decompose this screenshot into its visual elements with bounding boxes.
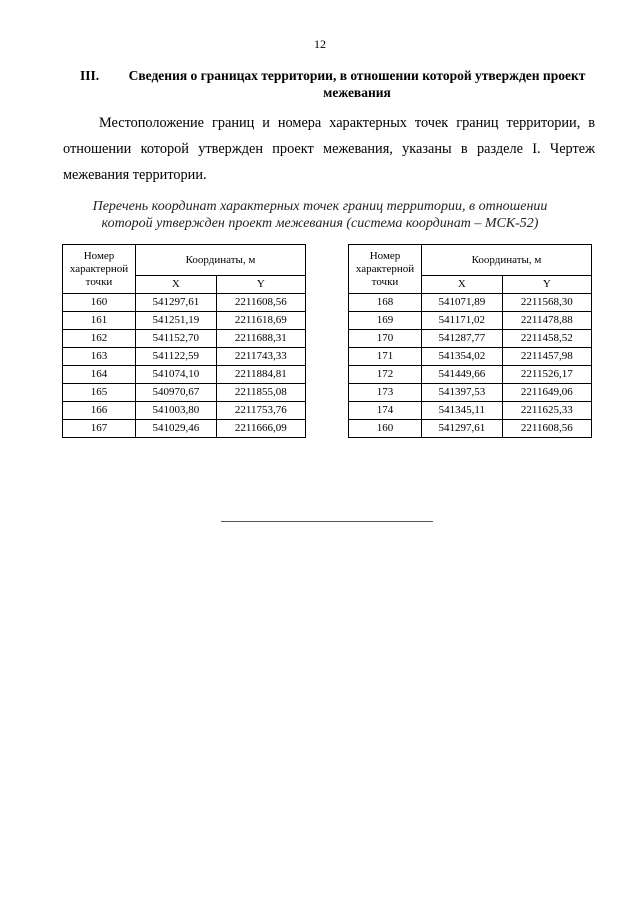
table-row	[349, 420, 592, 438]
x-coordinate-cell: 541297,61	[136, 294, 217, 312]
x-coordinate-cell: 541029,46	[136, 420, 217, 438]
x-coordinate-cell: 541251,19	[136, 312, 217, 330]
point-number-cell: 163	[63, 348, 136, 366]
point-number-header: Номер характерной точки	[63, 245, 136, 294]
x-header: X	[136, 276, 217, 294]
y-coordinate-cell: 2211618,69	[216, 312, 305, 330]
point-number-cell: 161	[63, 312, 136, 330]
y-coordinate-cell: 2211457,98	[502, 348, 591, 366]
y-coordinate-cell: 2211608,56	[216, 294, 305, 312]
point-number-cell: 167	[63, 420, 136, 438]
y-coordinate-cell: 2211666,09	[216, 420, 305, 438]
x-coordinate-cell: 541345,11	[422, 402, 503, 420]
point-number-cell: 164	[63, 366, 136, 384]
x-coordinate-cell: 541171,02	[422, 312, 503, 330]
x-coordinate-cell: 541397,53	[422, 384, 503, 402]
point-number-cell: 168	[349, 294, 422, 312]
table-caption: Перечень координат характерных точек границ территории, в отношении которой утвержден проект межевания (система координат – МСК-52)	[92, 199, 548, 231]
y-coordinate-cell: 2211625,33	[502, 402, 591, 420]
point-number-cell: 169	[349, 312, 422, 330]
table-row	[349, 330, 592, 348]
table-row	[349, 384, 592, 402]
x-coordinate-cell: 541071,89	[422, 294, 503, 312]
table-row	[349, 312, 592, 330]
point-number-cell: 170	[349, 330, 422, 348]
y-coordinate-cell: 2211478,88	[502, 312, 591, 330]
y-coordinate-cell: 2211743,33	[216, 348, 305, 366]
point-number-cell: 165	[63, 384, 136, 402]
point-number-cell: 173	[349, 384, 422, 402]
point-number-cell: 171	[349, 348, 422, 366]
table-row	[63, 420, 306, 438]
y-coordinate-cell: 2211568,30	[502, 294, 591, 312]
x-header: X	[422, 276, 503, 294]
point-number-cell: 166	[63, 402, 136, 420]
point-number-cell: 172	[349, 366, 422, 384]
table-row	[63, 330, 306, 348]
table-row	[349, 366, 592, 384]
x-coordinate-cell: 541074,10	[136, 366, 217, 384]
table-row	[63, 384, 306, 402]
table-row	[349, 348, 592, 366]
table-row	[63, 348, 306, 366]
x-coordinate-cell: 541354,02	[422, 348, 503, 366]
point-number-cell: 162	[63, 330, 136, 348]
section-title: Сведения о границах территории, в отношении которой утвержден проект межевания	[128, 68, 586, 100]
coordinates-header: Координаты, м	[136, 245, 306, 276]
y-coordinate-cell: 2211526,17	[502, 366, 591, 384]
y-coordinate-cell: 2211458,52	[502, 330, 591, 348]
point-number-cell: 160	[63, 294, 136, 312]
y-coordinate-cell: 2211753,76	[216, 402, 305, 420]
coordinates-table-right	[348, 244, 592, 438]
coordinates-table-left	[62, 244, 306, 438]
section-number: III.	[80, 68, 100, 83]
body-paragraph: Местоположение границ и номера характерных точек границ территории, в отношении которой утвержден проект межевания, указаны в разделе I. Чертеж межевания территории.	[63, 115, 595, 183]
x-coordinate-cell: 541122,59	[136, 348, 217, 366]
section-heading	[70, 67, 600, 101]
table-row	[63, 402, 306, 420]
point-number-header: Номер характерной точки	[349, 245, 422, 294]
divider-line	[221, 521, 433, 522]
coordinates-header: Координаты, м	[422, 245, 592, 276]
point-number-cell: 160	[349, 420, 422, 438]
table-row	[63, 312, 306, 330]
x-coordinate-cell: 540970,67	[136, 384, 217, 402]
y-coordinate-cell: 2211688,31	[216, 330, 305, 348]
y-header: Y	[216, 276, 305, 294]
x-coordinate-cell: 541297,61	[422, 420, 503, 438]
table-row	[63, 294, 306, 312]
y-coordinate-cell: 2211608,56	[502, 420, 591, 438]
x-coordinate-cell: 541287,77	[422, 330, 503, 348]
x-coordinate-cell: 541449,66	[422, 366, 503, 384]
table-row	[349, 294, 592, 312]
y-coordinate-cell: 2211884,81	[216, 366, 305, 384]
table-row	[349, 402, 592, 420]
point-number-cell: 174	[349, 402, 422, 420]
x-coordinate-cell: 541003,80	[136, 402, 217, 420]
x-coordinate-cell: 541152,70	[136, 330, 217, 348]
y-coordinate-cell: 2211649,06	[502, 384, 591, 402]
y-coordinate-cell: 2211855,08	[216, 384, 305, 402]
y-header: Y	[502, 276, 591, 294]
table-row	[63, 366, 306, 384]
page-number: 12	[314, 37, 326, 51]
